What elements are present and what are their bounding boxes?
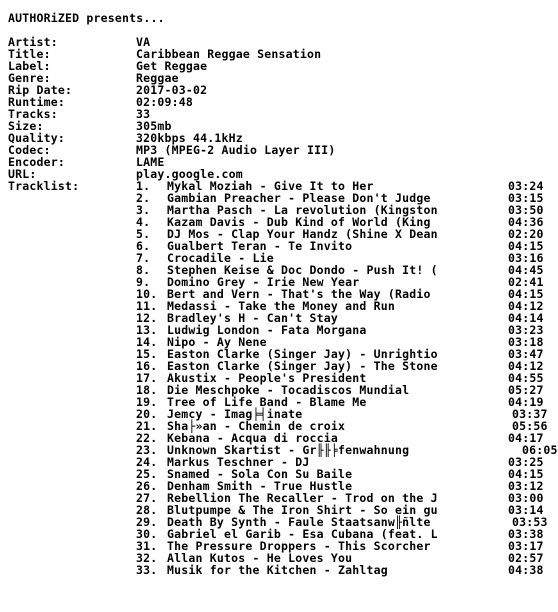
track-title: Gambian Preacher - Please Don't Judge [167,191,431,205]
track-title: Allan Kutos - He Loves You [167,551,353,565]
track-duration: 03:12 [508,479,544,493]
track-number: 14. [136,335,158,349]
track-number: 10. [136,287,158,301]
track-duration: 03:38 [508,527,544,541]
track-duration: 04:36 [508,215,544,229]
info-value: LAME [136,155,165,169]
track-duration: 04:15 [508,287,544,301]
info-key: Runtime: [8,95,65,109]
info-value: Reggae [136,71,179,85]
track-number: 8. [136,263,151,277]
track-number: 21. [136,419,158,433]
track-duration: 04:12 [508,359,544,373]
track-duration: 02:57 [508,551,544,565]
track-duration: 04:17 [508,431,544,445]
track-number: 11. [136,299,158,313]
info-key: Codec: [8,143,51,157]
track-duration: 04:55 [508,371,544,385]
track-title: Die Meschpoke - Tocadiscos Mundial [167,383,410,397]
track-title: Sha├»an - Chemin de croix [167,419,346,433]
track-title: Ludwig London - Fata Morgana [167,323,367,337]
track-number: 2. [136,191,151,205]
info-key: Label: [8,59,51,73]
track-duration: 03:16 [508,251,544,265]
track-number: 27. [136,491,158,505]
track-title: Gualbert Teran - Te Invito [167,239,353,253]
track-title: Bradley's H - Can't Stay [167,311,338,325]
track-number: 7. [136,251,151,265]
track-duration: 02:41 [508,275,544,289]
track-number: 18. [136,383,158,397]
track-title: Gabriel el Garib - Esa Cubana (feat. L [167,527,438,541]
release-info [8,36,335,180]
info-key: Title: [8,47,51,61]
track-number: 15. [136,347,158,361]
track-number: 25. [136,467,158,481]
track-title: Martha Pasch - La revolution (Kingston [167,203,438,217]
track-number: 23. [136,443,158,457]
track-duration: 02:20 [508,227,544,241]
info-value: 02:09:48 [136,95,193,109]
track-number: 17. [136,371,158,385]
info-value: VA [136,35,151,49]
track-duration: 04:15 [508,239,544,253]
track-title: Denham Smith - True Hustle [167,479,353,493]
tracklist-label: Tracklist: [8,179,80,193]
track-title: Akustix - People's President [167,371,367,385]
track-title: Mykal Moziah - Give It to Her [167,179,374,193]
info-value: Get Reggae [136,59,208,73]
track-title: Easton Clarke (Singer Jay) - Unrightio [167,347,438,361]
info-key: Encoder: [8,155,65,169]
track-title: Unknown Skartist - Gr╟╟╞fenwahnung [167,443,410,457]
info-value: play.google.com [136,167,243,181]
track-title: Easton Clarke (Singer Jay) - The Stone [167,359,438,373]
track-duration: 04:15 [508,467,544,481]
track-title: The Pressure Droppers - This Scorcher [167,539,431,553]
track-number: 6. [136,239,151,253]
track-number: 1. [136,179,151,193]
track-number: 3. [136,203,151,217]
track-duration: 03:17 [508,539,544,553]
track-duration: 05:56 [512,419,548,433]
info-key: Artist: [8,35,58,49]
track-duration: 05:27 [508,383,544,397]
track-title: Domino Grey - Irie New Year [167,275,360,289]
track-row [136,564,544,576]
info-row [8,108,335,120]
track-number: 20. [136,407,158,421]
info-value: MP3 (MPEG-2 Audio Layer III) [136,143,336,157]
info-key: Quality: [8,131,65,145]
info-key: Genre: [8,71,51,85]
track-title: Crocadile - Lie [167,251,274,265]
track-title: Kebana - Acqua di roccia [167,431,338,445]
track-title: DJ Mos - Clap Your Handz (Shine X Dean [167,227,438,241]
track-duration: 04:12 [508,299,544,313]
track-duration: 03:18 [508,335,544,349]
track-title: Kazam Davis - Dub Kind of World (King [167,215,431,229]
track-title: Medassi - Take the Money and Run [167,299,395,313]
track-number: 29. [136,515,158,529]
info-value: 2017-03-02 [136,83,208,97]
track-title: Death By Synth - Faule Staatsanw╟ñlte [167,515,431,529]
track-duration: 03:23 [508,323,544,337]
track-number: 19. [136,395,158,409]
info-key: Size: [8,119,44,133]
track-title: Bert and Vern - That's the Way (Radio [167,287,431,301]
track-duration: 04:14 [508,311,544,325]
track-duration: 03:53 [512,515,548,529]
track-title: Musik for the Kitchen - Zahltag [167,563,388,577]
track-duration: 06:05 [522,443,558,457]
track-number: 9. [136,275,151,289]
info-value: 305mb [136,119,172,133]
track-number: 32. [136,551,158,565]
track-duration: 03:37 [512,407,548,421]
track-duration: 03:24 [508,179,544,193]
track-number: 26. [136,479,158,493]
track-title: Markus Teschner - DJ [167,455,310,469]
info-value: 33 [136,107,151,121]
release-header: AUTHORiZED presents... [8,11,165,25]
track-number: 4. [136,215,151,229]
track-number: 30. [136,527,158,541]
tracklist [136,179,558,577]
track-title: Snamed - Sola Con Su Baile [167,467,353,481]
track-title: Stephen Keise & Doc Dondo - Push It! ( [167,263,438,277]
track-duration: 04:38 [508,563,544,577]
track-duration: 04:45 [508,263,544,277]
track-number: 5. [136,227,151,241]
track-number: 12. [136,311,158,325]
info-key: URL: [8,167,37,181]
track-duration: 03:15 [508,191,544,205]
track-number: 16. [136,359,158,373]
track-duration: 03:00 [508,491,544,505]
track-title: Nipo - Ay Nene [167,335,267,349]
track-duration: 04:19 [508,395,544,409]
info-value: Caribbean Reggae Sensation [136,47,322,61]
track-number: 31. [136,539,158,553]
track-title: Jemcy - Imag╞╡inate [167,407,303,421]
info-value: 320kbps 44.1kHz [136,131,243,145]
track-duration: 03:14 [508,503,544,517]
track-duration: 03:50 [508,203,544,217]
info-key: Rip Date: [8,83,73,97]
track-number: 13. [136,323,158,337]
track-duration: 03:25 [508,455,544,469]
track-title: Blutpumpe & The Iron Shirt - So ein gu [167,503,438,517]
track-number: 28. [136,503,158,517]
track-title: Tree of Life Band - Blame Me [167,395,367,409]
track-number: 33. [136,563,158,577]
track-title: Rebellion The Recaller - Trod on the J [167,491,438,505]
track-number: 24. [136,455,158,469]
track-number: 22. [136,431,158,445]
track-duration: 03:47 [508,347,544,361]
info-key: Tracks: [8,107,58,121]
